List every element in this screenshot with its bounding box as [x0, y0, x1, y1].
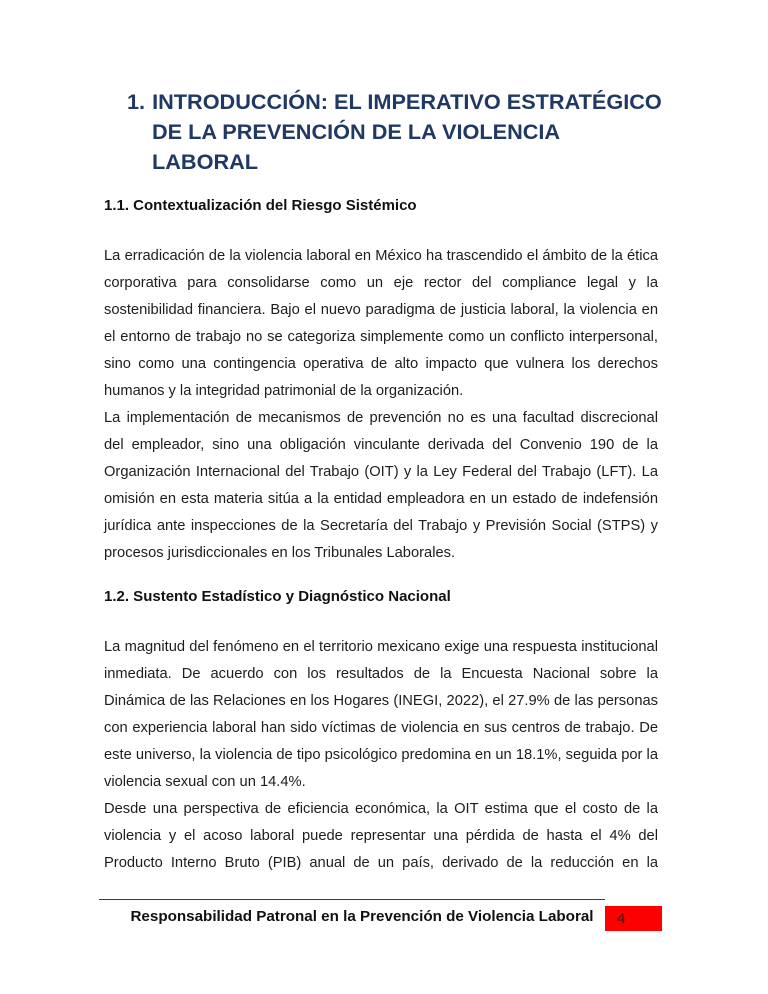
title-line-3: LABORAL	[152, 149, 259, 174]
chapter-title	[104, 87, 712, 177]
body-paragraph-3: La magnitud del fenómeno en el territorio mexicano exige una respuesta institucional inmediata. De acuerdo con los resultados de la Encuesta Nacional sobre la Dinámica de las Relaciones en los Hogares (INEGI, 2022), el 27.9% de las personas con experiencia laboral han sido víctimas de violencia en sus centros de trabajo. De este universo, la violencia de tipo psicológico predomina en un 18.1%, seguida por la violencia sexual con un 14.4%.	[104, 639, 658, 790]
footer-rule	[99, 899, 605, 929]
title-line-2: DE LA PREVENCIÓN DE LA VIOLENCIA	[152, 119, 561, 144]
body-paragraph-4: Desde una perspectiva de eficiencia económica, la OIT estima que el costo de la violencia y el acoso laboral puede representar una pérdida de hasta el 4% del Producto Interno Bruto (PIB) anual de un país, derivado de la reducción en la	[104, 801, 658, 871]
title-line-1-text: INTRODUCCIÓN: EL IMPERATIVO ESTRATÉGICO	[152, 89, 662, 114]
body-paragraph-1: La erradicación de la violencia laboral en México ha trascendido el ámbito de la ética corporativa para consolidarse como un eje rector del compliance legal y la sostenibilidad financiera. Bajo el nuevo paradigma de justicia laboral, la violencia en el entorno de trabajo no se categoriza simplemente como un conflicto interpersonal, sino como una contingencia operativa de alto impacto que vulnera los derechos humanos y la integridad patrimonial de la organización.	[104, 248, 658, 399]
page-footer	[99, 899, 662, 931]
title-number: 1.	[127, 89, 146, 114]
section-heading-1-2: 1.2. Sustento Estadístico y Diagnóstico Nacional	[104, 588, 451, 605]
page-number-badge: 4	[605, 906, 662, 931]
section-heading-1-1: 1.1. Contextualización del Riesgo Sistémico	[104, 197, 417, 214]
title-line-1	[127, 87, 712, 117]
body-paragraph-2: La implementación de mecanismos de prevención no es una facultad discrecional del empleador, sino una obligación vinculante derivada del Convenio 190 de la Organización Internacional del Trabajo (OIT) y la Ley Federal del Trabajo (LFT). La omisión en esta materia sitúa a la entidad empleadora en un estado de indefensión jurídica ante inspecciones de la Secretaría del Trabajo y Previsión Social (STPS) y procesos jurisdiccionales en los Tribunales Laborales.	[104, 410, 658, 561]
footer-running-title: Responsabilidad Patronal en la Prevención de Violencia Laboral	[130, 908, 594, 925]
